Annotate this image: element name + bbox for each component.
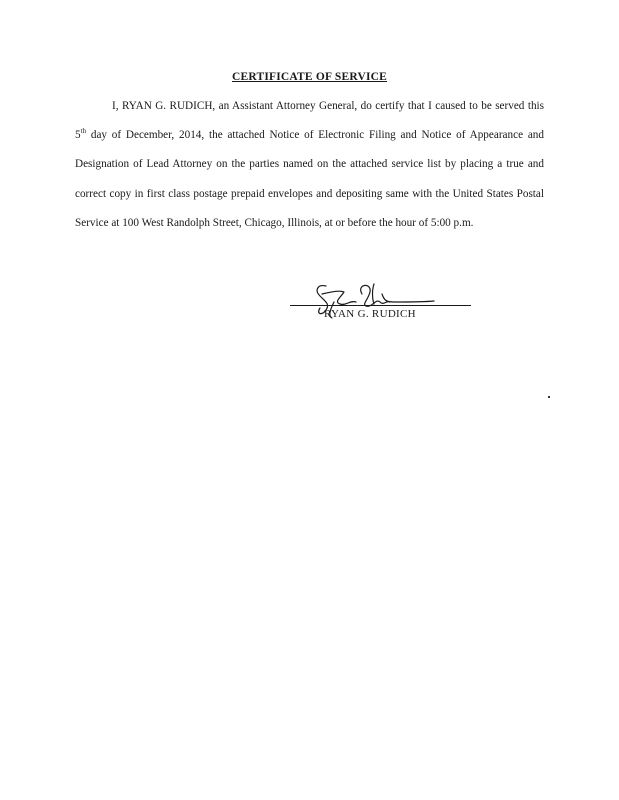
document-title: CERTIFICATE OF SERVICE [231,71,388,83]
day-ordinal-suffix: th [80,127,87,136]
signer-name: RYAN G. RUDICH [324,308,416,320]
paragraph-text-start: I, RYAN G. RUDICH, an Assistant Attorney General, do certify that I caused to be served this 5 [75,100,544,142]
signature-line [290,305,471,306]
certificate-paragraph [75,92,544,238]
scan-speck [548,396,550,398]
paragraph-text-end: day of December, 2014, the attached Notice of Electronic Filing and Notice of Appearance and Designation of Lead Attorney on the parties named on the attached service list by placing a true and correct copy in first class postage prepaid envelopes and depositing same with the United States Postal Service at 100 West Randolph Street, Chicago, Illinois, at or before the hour of 5:00 p.m. [75,129,544,229]
